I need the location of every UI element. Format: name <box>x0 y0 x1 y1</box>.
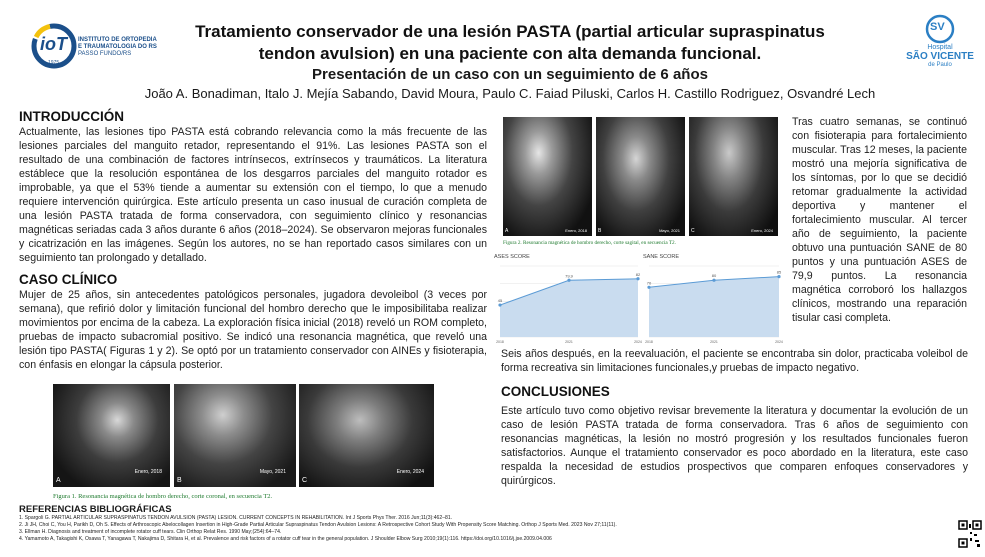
figure-1 <box>53 384 438 494</box>
fig1-a-letter: A <box>56 477 61 484</box>
poster-title-line1: Tratamiento conservador de una lesión PASTA (partial articular supraspinatus <box>195 22 825 41</box>
poster-subtitle: Presentación de un caso con un seguimiento de 6 años <box>312 66 708 83</box>
conclusions-text: Este artículo tuvo como objetivo revisar brevemente la literatura y documentar la evolución de un caso de lesión PASTA tratada de forma conservadora. Tras 6 años de seguimiento con resonancias magnéticas, la lesión no mostró progresión y los resultados funcionales fueron satisfactorios. Aunque el tratamiento conservador es poco abordado en la literatura, este caso respalda la necesidad de estudios prospectivos que comparen enfoques conservadores y quirúrgicos. <box>501 405 968 487</box>
data-label: 82 <box>635 271 641 277</box>
reference-item: 1. Spargoli G. PARTIAL ARTICULAR SUPRASPINATUS TENDON AVULSION (PASTA) LESION. CURRENT CONCEPTS IN REHABILITATION. Int J Sports Phys Ther. 2016 Jun;11(3):462–81. <box>19 515 453 521</box>
x-tick-label: 2024 <box>775 340 783 344</box>
followup-six-years-text: Seis años después, en la reevaluación, el paciente se encontraba sin dolor, practicaba voleibol de forma recreativa sin limitaciones funcionales,y pruebas de impacto negativo. <box>501 348 968 374</box>
reference-item: 3. Ellman H. Diagnosis and treatment of incomplete rotator cuff tears. Clin Orthop Relat Res. 1990 May;(254):64–74. <box>19 529 282 535</box>
x-tick-label: 2024 <box>634 340 642 344</box>
fig1-a-date: Enero, 2018 <box>134 469 162 475</box>
fig2-a-letter: A <box>505 228 509 234</box>
mri-sagittal-b <box>596 117 685 236</box>
data-label: 70 <box>646 280 652 286</box>
data-point <box>636 277 639 280</box>
qr-code-icon <box>958 520 982 548</box>
data-label: 85 <box>776 269 782 275</box>
mri-sagittal-a <box>503 117 592 236</box>
fig1-c-letter: C <box>302 477 308 484</box>
reference-item: 4. Yamamoto A, Takagishi K, Osawa T, Yanagawa T, Nakajima D, Shitara H, et al. Prevalence and risk factors of a rotator cuff tear in the general population. J Shoulder Elbow Surg 2010;19(1):116. https://doi.org/10.1016/j.jse.2009.04.006 <box>19 536 552 542</box>
fig2-b-letter: B <box>598 228 602 234</box>
fig2-b-date: Mayo, 2021 <box>659 228 680 233</box>
series-area <box>646 277 779 337</box>
intro-text: Actualmente, las lesiones tipo PASTA está cobrando relevancia como la más frecuente de las lesiones parciales del manguito retador, representando el 91%. Las lesiones PASTA son el resultado de una combinación de factores intrínsecos, extrínsecos y traumáticos. La literatura estáblece que la resolución espontánea de los desgarros parciales del manguito rotador es improbable, ya que el 53% tiende a aumentar su extensión con el tiempo, lo que a menudo requiere intervención quirúrgica. Este artículo presenta un caso inusual de curación completa de una lesión PASTA tratada de forma conservadora, con seguimiento clínico y resonancias magnéticas seriadas cada 3 años durante 6 años (2018–2024). Se observaron mejoras funcionales y cicatrización en las imágenes. Según los autores, no se han reportado casos similares con un seguimiento tan prolongado y detallado. <box>19 126 487 264</box>
fig2-c-date: Enero, 2024 <box>751 228 773 233</box>
chart-title: SANE SCORE <box>643 254 680 260</box>
conclusions-heading: CONCLUSIONES <box>501 384 610 399</box>
hospital-logo-line1: Hospital <box>927 44 953 51</box>
iot-logo-line2: E TRAUMATOLOGIA DO RS <box>78 44 157 50</box>
mri-coronal-a <box>53 384 170 487</box>
fig2-c-letter: C <box>691 228 695 234</box>
x-tick-label: 2018 <box>645 340 653 344</box>
data-label: 80 <box>711 273 717 279</box>
hospital-logo-line2: SÃO VICENTE <box>906 51 974 62</box>
mri-coronal-c <box>299 384 434 487</box>
mri-coronal-b <box>174 384 296 487</box>
iot-logo-mark: ioT <box>40 34 67 54</box>
case-heading: CASO CLÍNICO <box>19 272 118 287</box>
figure-2 <box>503 117 778 242</box>
x-tick-label: 2021 <box>710 340 718 344</box>
case-text: Mujer de 25 años, sin antecedentes patológicos personales, jugadora devoleibol (3 veces por semana), que refirió dolor y limitación funcional del hombro derecho que le imposibilitaba realizar movimientos por encima de la cabeza. La exploración física inicial (2018) reveló un ROM completo, pruebas de impacto subacromial positivo. Se indicó una resonancia magnética, que reveló una lesión tipo PASTA( Figuras 1 y 2). Se optó por un tratamiento conservador con AINEs y fisioterapia, con énfasis en elongar la cápsula posterior. <box>19 289 487 371</box>
fig1-c-date: Enero, 2024 <box>396 469 424 475</box>
x-tick-label: 2018 <box>496 340 504 344</box>
chart-title: ASES SCORE <box>494 254 530 260</box>
data-label: 45 <box>497 298 503 304</box>
sane-score-chart <box>643 250 783 345</box>
series-area <box>497 279 638 337</box>
references-heading: REFERENCIAS BIBLIOGRÁFICAS <box>19 504 172 515</box>
data-point <box>498 303 501 306</box>
data-point <box>567 279 570 282</box>
data-point <box>647 286 650 289</box>
iot-logo-line3: PASSO FUNDO/RS <box>78 51 132 57</box>
figure-2-caption: Figura 2. Resonancia magnética de hombro derecho, corte sagital, en secuencia T2. <box>503 240 676 246</box>
fig1-b-letter: B <box>177 477 182 484</box>
poster-authors: João A. Bonadiman, Italo J. Mejía Sabando, David Moura, Paulo C. Faiad Piluski, Carlos H. Castillo Rodriguez, Osvandré Lech <box>144 86 876 101</box>
iot-logo-since: 1975 <box>48 60 60 66</box>
reference-item: 2. Ji JH, Choi C, You H, Parikh D, Oh S. Effects of Arthroscopic Abelocollagen Insertion in High-Grade Partial Articular Supraspinatus Tendon Avulsion Lesions: A Retrospective Cohort Study With Propensity Score Matching. Orthop J Sports Med. 2023 Nov 27;11(11). <box>19 522 617 528</box>
hospital-logo-mark: SV <box>930 21 945 33</box>
followup-text: Tras cuatro semanas, se continuó con fisioterapia para fortalecimiento muscular. Tras 12 meses, la paciente mostró una mejoría significativa de los síntomas, por lo que se decidió retomar gradualmente la actividad deportiva y mantener el fortalecimiento muscular. Al tercer año de seguimiento, la paciente obtuvo una puntuación SANE de 80 puntos y una puntuación ASES de 79,9 puntos. La resonancia magnética corroboró los hallazgos clínicos, mostrando una reparación tisular casi completa. <box>792 116 967 324</box>
mri-sagittal-c <box>689 117 778 236</box>
hospital-logo <box>900 14 980 84</box>
fig1-b-date: Mayo, 2021 <box>259 469 286 475</box>
figure-1-caption: Figura 1. Resonancia magnética de hombro derecho, corte coronal, en secuencia T2. <box>53 493 273 500</box>
data-point <box>712 279 715 282</box>
iot-logo-line1: INSTITUTO DE ORTOPEDIA <box>78 37 157 43</box>
data-label: 79,9 <box>565 273 573 279</box>
fig2-a-date: Enero, 2018 <box>565 228 587 233</box>
iot-logo <box>30 22 180 70</box>
ases-score-chart <box>494 250 642 345</box>
data-point <box>777 275 780 278</box>
poster-title-line2: tendon avulsion) en una paciente con alta demanda funcional. <box>258 44 762 63</box>
x-tick-label: 2021 <box>565 340 573 344</box>
intro-heading: INTRODUCCIÓN <box>19 109 124 124</box>
references-list <box>19 515 617 543</box>
hospital-logo-line3: de Paulo <box>928 62 952 68</box>
